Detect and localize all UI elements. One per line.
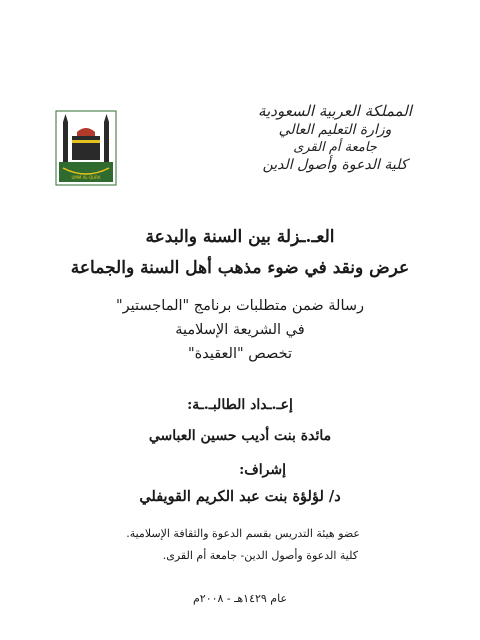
header-ministry: وزارة التعليم العالي [278, 121, 392, 138]
thesis-field-line: في الشريعة الإسلامية [175, 322, 305, 338]
header-kingdom: المملكة العربية السعودية [258, 102, 412, 120]
thesis-subtitle: عرض ونقد في ضوء مذهب أهل السنة والجماعة [70, 258, 410, 278]
supervisor-position: عضو هيئة التدريس بقسم الدعوة والثقافة الإسلامية. [126, 527, 360, 540]
year-line: عام ١٤٢٩هـ - ٢٠٠٨م [192, 592, 288, 605]
prepared-by-label: إعـ.ـداد الطالبـ.ـة: [187, 397, 293, 413]
svg-text:UMM AL-QURA: UMM AL-QURA [71, 175, 101, 180]
header-college: كلية الدعوة وأصول الدين [262, 157, 408, 174]
institution-header [250, 100, 420, 177]
thesis-degree-line: رسالة ضمن متطلبات برنامج "الماجستير" [115, 298, 365, 314]
student-name: مائدة بنت أديب حسين العباسي [148, 428, 332, 444]
supervisor-name: د/ لؤلؤة بنت عبد الكريم القويفلي [139, 488, 341, 505]
thesis-specialty-line: تخصص "العقيدة" [187, 346, 293, 362]
header-university: جامعة أم القرى [293, 139, 377, 155]
supervisor-affiliation: كلية الدعوة وأصول الدين- جامعة أم القرى. [162, 549, 358, 562]
university-seal-icon [55, 110, 117, 186]
thesis-title: العـ.ـزلة بين السنة والبدعة [145, 227, 335, 247]
supervision-label: إشراف: [239, 462, 286, 478]
